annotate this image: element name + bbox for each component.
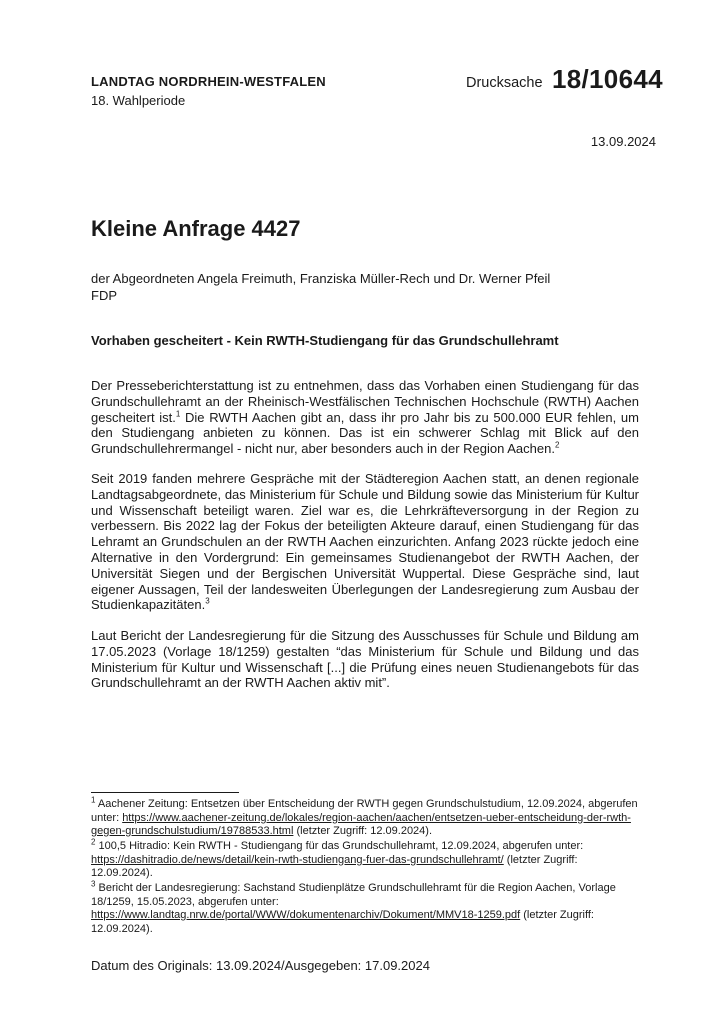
footnote-ref-2[interactable]: 2: [554, 440, 560, 450]
footnote-2: [91, 837, 639, 881]
footnote-2-link[interactable]: https://dashitradio.de/news/detail/kein-rwth-studiengang-fuer-das-grundschullehramt/: [91, 853, 504, 866]
footnote-2-number: 2: [91, 837, 96, 847]
footnote-1-text: Aachener Zeitung: Entsetzen über Entscheidung der RWTH gegen Grundschulstudium, 12.09.2024, abgerufen unter:: [91, 798, 638, 824]
document-date: 13.09.2024: [590, 134, 656, 149]
footnote-3-link[interactable]: https://www.landtag.nrw.de/portal/WWW/dokumentenarchiv/Dokument/MMV18-1259.pdf: [91, 909, 521, 921]
footnote-3-suffix: (letzter Zugriff: 12.09.2024).: [91, 909, 594, 935]
paragraph-2-text: Seit 2019 fanden mehrere Gespräche mit der Städteregion Aachen statt, an denen regionale Landtagsabgeordnete, das Ministerium für Schule und Bildung sowie das Ministerium für Kultur und Wissenschaft beteiligt waren. Ziel war es, die Lehrkräfteversorgung in der Region zu verbessern. Bis 2022 lag der Fokus der beteiligten Akteure darauf, einen Studiengang für das Lehramt an Grundschulen an der RWTH Aachen einzurichten. Anfang 2023 rückte jedoch eine Alternative in den Vordergrund: Ein gemeinsames Studienangebot der RWTH Aachen, der Universität Siegen und der Bergischen Universität Wuppertal. Diese Gespräche sind, laut eigener Aussagen, Teil der landesweiten Überlegungen der Landesregierung zum Ausbau der Studienkapazitäten.: [91, 471, 639, 613]
footnote-1-number: 1: [91, 795, 96, 805]
paragraph-1-text-a: Der Presseberichterstattung ist zu entnehmen, dass das Vorhaben einen Studiengang für das Grundschullehramt an der Rheinisch-Westfälischen Technischen Hochschule (RWTH) Aachen gescheitert ist.: [91, 378, 639, 425]
footnote-1: [91, 795, 639, 839]
paragraph-3: Laut Bericht der Landesregierung für die Sitzung des Ausschusses für Schule und Bildung am 17.05.2023 (Vorlage 18/1259) gestalten “das Ministerium für Schule und Bildung und das Ministerium für Kultur und Wissenschaft [...] die Prüfung eines neuen Studienangebots für das Grundschullehramt an der RWTH Aachen aktiv mit”.: [91, 628, 639, 691]
parliament-name: LANDTAG NORDRHEIN-WESTFALEN: [91, 74, 326, 89]
subject-heading: Vorhaben gescheitert - Kein RWTH-Studiengang für das Grundschullehramt: [91, 333, 559, 348]
paragraph-1-text-b: Die RWTH Aachen gibt an, dass ihr pro Jahr bis zu 500.000 EUR fehlen, um den Studiengang anbieten zu können. Das ist ein schwerer Schlag mit Blick auf den Grundschullehrermangel - nicht nur, aber besonders auch in der Region Aachen.: [91, 409, 639, 457]
authors-party: FDP: [91, 288, 117, 303]
page-title: Kleine Anfrage 4427: [91, 216, 301, 241]
footnote-ref-1[interactable]: 1: [175, 409, 181, 419]
paragraph-1: [91, 378, 639, 457]
footnote-3: [91, 879, 639, 936]
paragraph-2: [91, 471, 639, 613]
footnote-3-text: Bericht der Landesregierung: Sachstand Studienplätze Grundschullehramt für die Region Aachen, Vorlage 18/1259, 15.05.2023, abgerufen unter:: [91, 882, 616, 908]
footnote-2-text: 100,5 Hitradio: Kein RWTH - Studiengang für das Grundschullehramt, 12.09.2024, abgerufen unter:: [95, 840, 584, 852]
authors-block: [91, 270, 550, 304]
drucksache-label: Drucksache: [466, 75, 543, 91]
footnote-2-suffix: (letzter Zugriff: 12.09.2024).: [91, 853, 578, 879]
authors-names: der Abgeordneten Angela Freimuth, Franziska Müller-Rech und Dr. Werner Pfeil: [91, 271, 551, 286]
footnote-1-link[interactable]: https://www.aachener-zeitung.de/lokales/region-aachen/aachen/entsetzen-ueber-entscheidung-der-rwth-gegen-grundschulstudium/19788533.html: [91, 811, 631, 837]
footnote-separator: [91, 792, 239, 793]
footer-dates: Datum des Originals: 13.09.2024/Ausgegeben: 17.09.2024: [91, 958, 430, 973]
footnote-ref-3[interactable]: 3: [205, 597, 210, 607]
footnote-1-suffix: (letzter Zugriff: 12.09.2024).: [293, 825, 433, 837]
footnote-3-number: 3: [91, 879, 96, 889]
legislative-period: 18. Wahlperiode: [91, 93, 186, 108]
drucksache-number: 18/10644: [552, 64, 663, 94]
